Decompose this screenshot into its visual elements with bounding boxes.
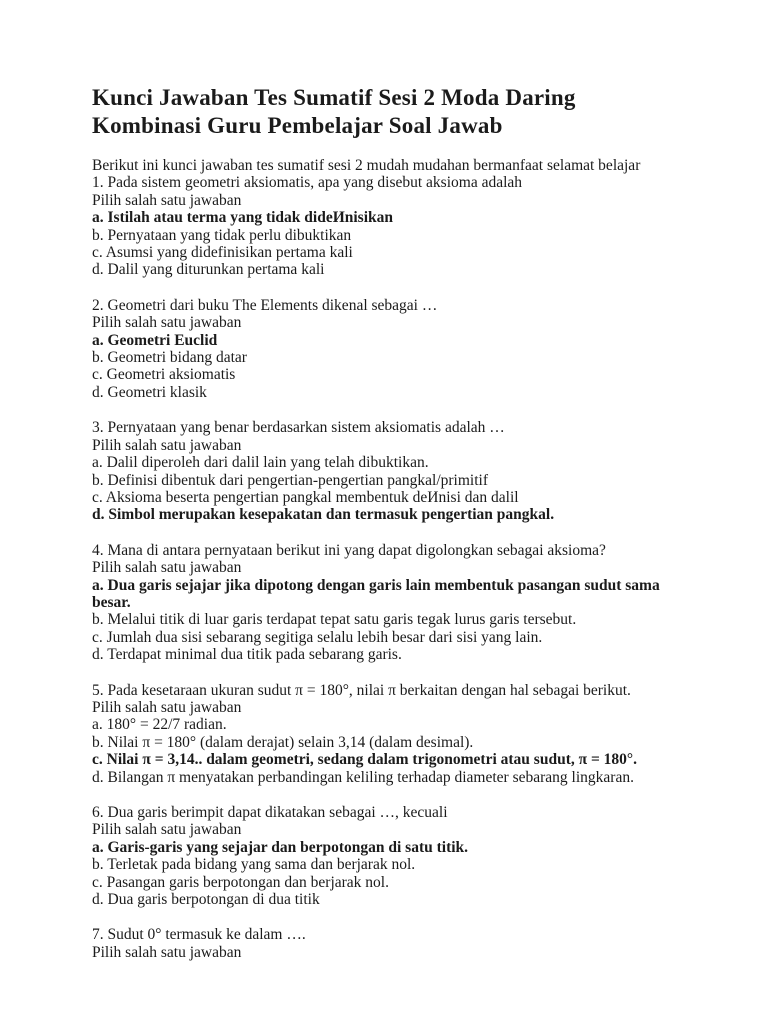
- answer-option: c. Geometri aksiomatis: [92, 366, 236, 384]
- answer-option: a. Dalil diperoleh dari dalil lain yang telah dibuktikan.: [92, 454, 429, 472]
- document-content: [92, 84, 664, 961]
- document-title-line1: Kunci Jawaban Tes Sumatif Sesi 2 Moda Daring: [92, 85, 576, 110]
- question-block: [92, 542, 664, 664]
- answer-option: b. Definisi dibentuk dari pengertian-pengertian pangkal/primitif: [92, 471, 488, 489]
- document-title-line2: Kombinasi Guru Pembelajar Soal Jawab: [92, 113, 503, 138]
- answer-option: b. Geometri bidang datar: [92, 349, 247, 367]
- intro-text: Berikut ini kunci jawaban tes sumatif sesi 2 mudah mudahan bermanfaat selamat belajar: [92, 157, 641, 174]
- question-text: 3. Pernyataan yang benar berdasarkan sistem aksiomatis adalah …: [92, 419, 505, 437]
- question-block: [92, 682, 664, 786]
- question-text: 7. Sudut 0° termasuk ke dalam ….: [92, 926, 306, 944]
- answer-option: b. Nilai π = 180° (dalam derajat) selain 3,14 (dalam desimal).: [92, 733, 474, 751]
- answer-option: b. Pernyataan yang tidak perlu dibuktikan: [92, 226, 352, 244]
- answer-option: c. Aksioma beserta pengertian pangkal membentuk deИnisi dan dalil: [92, 488, 519, 506]
- choice-prompt: Pilih salah satu jawaban: [92, 821, 242, 839]
- answer-option-correct: a. Garis-garis yang sejajar dan berpotongan di satu titik.: [92, 838, 469, 856]
- answer-option: c. Pasangan garis berpotongan dan berjarak nol.: [92, 873, 389, 891]
- question-block: [92, 804, 664, 908]
- answer-option: c. Asumsi yang didefinisikan pertama kali: [92, 244, 353, 262]
- answer-option-correct: a. Istilah atau terma yang tidak dideИnisikan: [92, 209, 394, 227]
- answer-option: d. Terdapat minimal dua titik pada sebarang garis.: [92, 646, 402, 664]
- question-text: 1. Pada sistem geometri aksiomatis, apa yang disebut aksioma adalah: [92, 174, 523, 192]
- question-block: [92, 297, 664, 401]
- answer-option: b. Terletak pada bidang yang sama dan berjarak nol.: [92, 856, 416, 874]
- answer-option: b. Melalui titik di luar garis terdapat tepat satu garis tegak lurus garis tersebut.: [92, 611, 577, 629]
- answer-option-correct: a. Dua garis sejajar jika dipotong dengan garis lain membentuk pasangan sudut sama besar.: [92, 576, 660, 611]
- answer-option: d. Dalil yang diturunkan pertama kali: [92, 261, 325, 279]
- answer-option: a. 180° = 22/7 radian.: [92, 716, 227, 734]
- choice-prompt: Pilih salah satu jawaban: [92, 314, 242, 332]
- question-text: 6. Dua garis berimpit dapat dikatakan sebagai …, kecuali: [92, 804, 448, 821]
- answer-option-correct: a. Geometri Euclid: [92, 331, 218, 349]
- questions-list: [92, 174, 664, 961]
- choice-prompt: Pilih salah satu jawaban: [92, 436, 242, 454]
- question-text: 5. Pada kesetaraan ukuran sudut π = 180°, nilai π berkaitan dengan hal sebagai berikut.: [92, 681, 631, 699]
- question-text: 2. Geometri dari buku The Elements dikenal sebagai …: [92, 296, 438, 314]
- choice-prompt: Pilih salah satu jawaban: [92, 191, 242, 209]
- question-block: [92, 926, 664, 961]
- answer-option: d. Geometri klasik: [92, 383, 207, 401]
- question-block: [92, 419, 664, 523]
- answer-option-correct: c. Nilai π = 3,14.. dalam geometri, sedang dalam trigonometri atau sudut, π = 180°.: [92, 751, 638, 769]
- choice-prompt: Pilih salah satu jawaban: [92, 943, 242, 961]
- question-text: 4. Mana di antara pernyataan berikut ini yang dapat digolongkan sebagai aksioma?: [92, 541, 606, 559]
- question-block: [92, 174, 664, 278]
- choice-prompt: Pilih salah satu jawaban: [92, 559, 242, 577]
- document-title: [92, 84, 664, 140]
- answer-option: d. Dua garis berpotongan di dua titik: [92, 891, 320, 909]
- answer-option: c. Jumlah dua sisi sebarang segitiga selalu lebih besar dari sisi yang lain.: [92, 628, 543, 646]
- answer-option-correct: d. Simbol merupakan kesepakatan dan termasuk pengertian pangkal.: [92, 506, 555, 524]
- answer-option: d. Bilangan π menyatakan perbandingan keliling terhadap diameter sebarang lingkaran.: [92, 768, 634, 786]
- choice-prompt: Pilih salah satu jawaban: [92, 698, 242, 716]
